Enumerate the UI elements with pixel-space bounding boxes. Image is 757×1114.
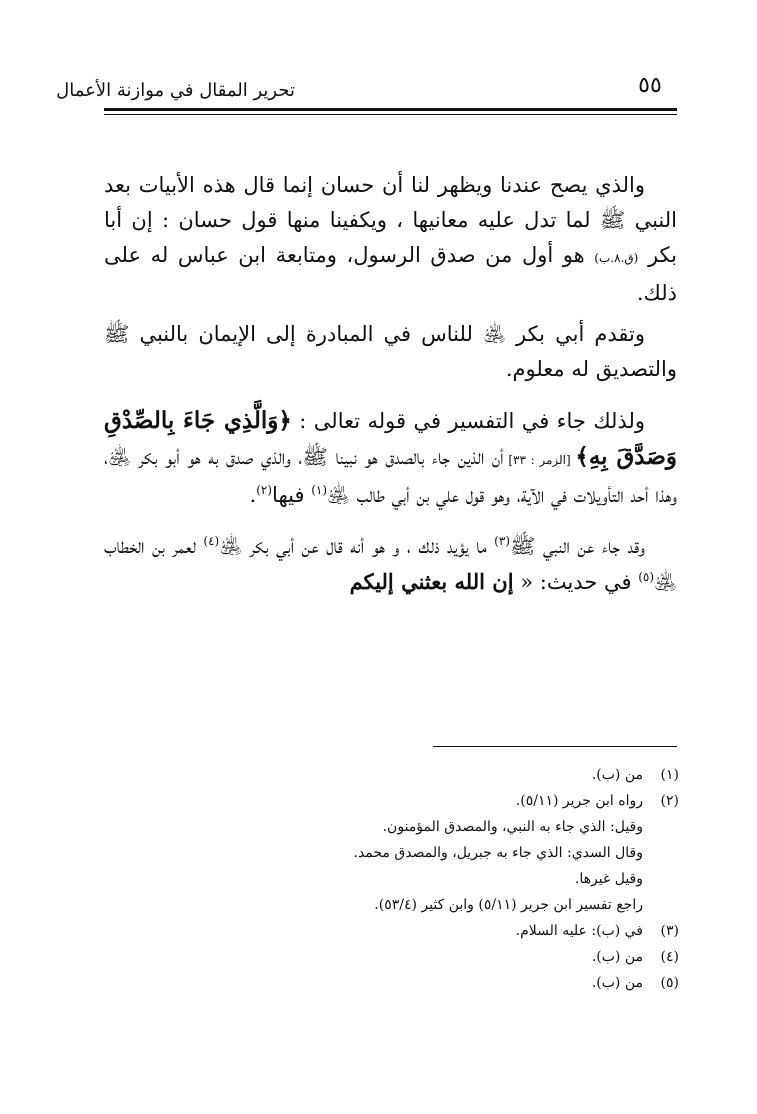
p4-text-a: وقد جاء عن النبي ﷺ (510, 534, 645, 558)
footnote-ref-2[interactable]: (٢) (256, 483, 273, 497)
footnote-5 (104, 970, 679, 996)
footnote-2-line-5 (104, 892, 679, 918)
paragraph-2: وتقدم أبي بكر ﵁ للناس في المبادرة إلى الإيمان بالنبي ﷺ والتصديق له معلوم. (104, 322, 677, 381)
p3-text-a: ولذلك جاء في التفسير في قوله تعالى : (291, 409, 645, 433)
footnote-2-line-2 (104, 814, 679, 840)
verse-reference: [الزمر : ٣٣] (503, 453, 576, 467)
footnote-ref-4[interactable]: (٤) (203, 534, 220, 548)
paragraph-4 (104, 529, 677, 600)
paragraph-3 (104, 403, 677, 513)
footnote-text: من (ب). (591, 975, 643, 991)
p1-text-b: هو أول من صدق الرسول، ومتابعة ابن عباس له على ذلك. (104, 243, 677, 305)
footnote-1 (104, 762, 679, 788)
footnote-text: من (ب). (591, 949, 643, 965)
quran-verse: ﴿وَالَّذِي جَاءَ بِالصِّدْقِ وَصَدَّقَ بِهِ﴾ (104, 407, 677, 470)
paragraph-1 (104, 168, 677, 311)
p4-text-d: في حديث: « (513, 570, 639, 594)
footnote-separator (433, 746, 677, 747)
footnote-text: من (ب). (591, 767, 643, 783)
footnote-text: وقيل: الذي جاء به النبي، والمصدق المؤمنون. (382, 819, 643, 835)
p4-text-b: ما يؤيد ذلك ، و هو أنه قال عن أبي بكر ﵁ (219, 534, 495, 558)
header-rule-thin (104, 114, 677, 115)
footnote-text: رواه ابن جرير (٥/١١). (515, 793, 643, 809)
running-title: تحرير المقال في موازنة الأعمال (56, 80, 295, 101)
footnote-number: (٢) (660, 793, 679, 809)
footnote-number: (١) (660, 767, 679, 783)
p3-text-b: أن الذين جاء بالصدق هو نبينا ﷺ، والذي صدق به هو أبو بكر ﵁، وهذا أحد التأويلات في الآية، وهو قول علي بن أبي طالب ﵁ (104, 445, 677, 507)
footnotes (104, 762, 679, 996)
footnote-text: راجع تفسير ابن جرير (٥/١١) وابن كثير (٥٣/٤). (374, 897, 643, 913)
p4-text-c: لعمر بن الخطاب ﵁ (104, 534, 677, 594)
hadith-quote: إن الله بعثني إليكم (349, 569, 514, 594)
footnote-ref-1[interactable]: (١) (311, 483, 328, 497)
footnote-number: (٣) (660, 923, 679, 939)
footnote-number: (٤) (660, 949, 679, 965)
main-text (104, 168, 677, 606)
footnote-number: (٥) (660, 975, 679, 991)
footnote-2-line-3 (104, 840, 679, 866)
page-number: ٥٥ (638, 73, 662, 98)
footnote-text: وقيل غيرها. (574, 871, 643, 887)
footnote-2-line-4 (104, 866, 679, 892)
p3-text-d: . (249, 483, 257, 507)
p1-text-a: والذي يصح عندنا ويظهر لنا أن حسان إنما قال هذه الأبيات بعد النبي ﷺ لما تدل عليه معانيها ، ويكفينا منها قول حسان : إن أبا بكر (104, 173, 677, 267)
manuscript-marker: (ق.٨.ب) (594, 251, 639, 265)
footnote-3 (104, 918, 679, 944)
p3-text-c: فيها (272, 483, 312, 507)
header-rule-thick (104, 108, 677, 111)
footnote-text: وقال السدي: الذي جاء به جبريل، والمصدق محمد. (353, 845, 643, 861)
footnote-4 (104, 944, 679, 970)
footnote-ref-3[interactable]: (٣) (494, 534, 510, 548)
footnote-ref-5[interactable]: (٥) (638, 570, 655, 584)
footnote-2 (104, 788, 679, 814)
footnote-text: في (ب): عليه السلام. (515, 923, 643, 939)
